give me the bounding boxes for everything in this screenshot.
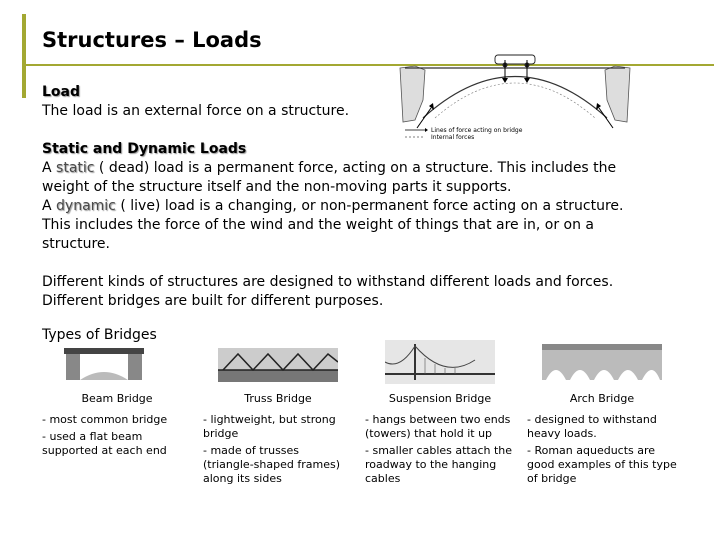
truss-bridge-note-2: - made of trusses (triangle-shaped frames) along its sides: [203, 444, 340, 485]
truss-bridge-note-1: - lightweight, but strong bridge: [203, 413, 336, 440]
beam-bridge-image: [64, 340, 144, 384]
truss-bridge-column: [203, 340, 353, 489]
slide-title: Structures – Loads: [42, 28, 262, 52]
legend-internal-label: Internal forces: [431, 134, 475, 140]
car-shape: [495, 55, 535, 64]
suspension-bridge-note-1: - hangs between two ends (towers) that hold it up: [365, 413, 511, 440]
arch-force-diagram: [395, 40, 635, 140]
kinds-line-1: Different kinds of structures are designed to withstand different loads and forces.: [42, 274, 614, 290]
truss-bridge-image: [218, 340, 338, 384]
dynamic-line-1: [42, 197, 623, 216]
arch-bridge-note-1: - designed to withstand heavy loads.: [527, 413, 657, 440]
beam-bridge-column: [42, 340, 192, 461]
load-definition: The load is an external force on a structure.: [42, 103, 350, 119]
arch-bridge-column: [527, 340, 677, 489]
suspension-bridge-caption: Suspension Bridge: [388, 392, 492, 405]
static-term: static: [56, 160, 95, 176]
beam-bridge-note-2: - used a flat beam supported at each end: [42, 430, 167, 457]
suspension-bridge-image: [385, 340, 495, 384]
suspension-bridge-column: [365, 340, 515, 489]
dynamic-line-2: This includes the force of the wind and the weight of things that are in, or on a: [42, 217, 595, 233]
static-prefix: A: [42, 160, 57, 176]
suspension-bridge-note-2: - smaller cables attach the roadway to the hanging cables: [365, 444, 513, 485]
load-heading: Load: [42, 84, 81, 100]
beam-bridge-caption: Beam Bridge: [81, 392, 153, 405]
accent-vertical-bar: [22, 14, 26, 98]
dynamic-term: dynamic: [56, 198, 116, 214]
static-line-2: weight of the structure itself and the non-moving parts it supports.: [42, 179, 512, 195]
legend-force-label: Lines of force acting on bridge: [431, 127, 523, 134]
static-line-1: [42, 159, 616, 178]
dynamic-prefix: A: [42, 198, 57, 214]
dynamic-line-3: structure.: [42, 236, 110, 252]
types-heading: Types of Bridges: [42, 327, 157, 343]
static-dynamic-heading: Static and Dynamic Loads: [42, 141, 247, 157]
dynamic-suffix: ( live) load is a changing, or non-permanent force acting on a structure.: [115, 198, 624, 214]
truss-bridge-caption: Truss Bridge: [244, 392, 312, 405]
arch-bridge-note-2: - Roman aqueducts are good examples of this type of bridge: [527, 444, 677, 485]
beam-bridge-note-1: - most common bridge: [42, 413, 168, 426]
arch-bridge-image: [542, 340, 662, 384]
static-suffix: ( dead) load is a permanent force, acting on a structure. This includes the: [94, 160, 617, 176]
kinds-line-2: Different bridges are built for different purposes.: [42, 293, 384, 309]
arch-bridge-caption: Arch Bridge: [569, 392, 635, 405]
